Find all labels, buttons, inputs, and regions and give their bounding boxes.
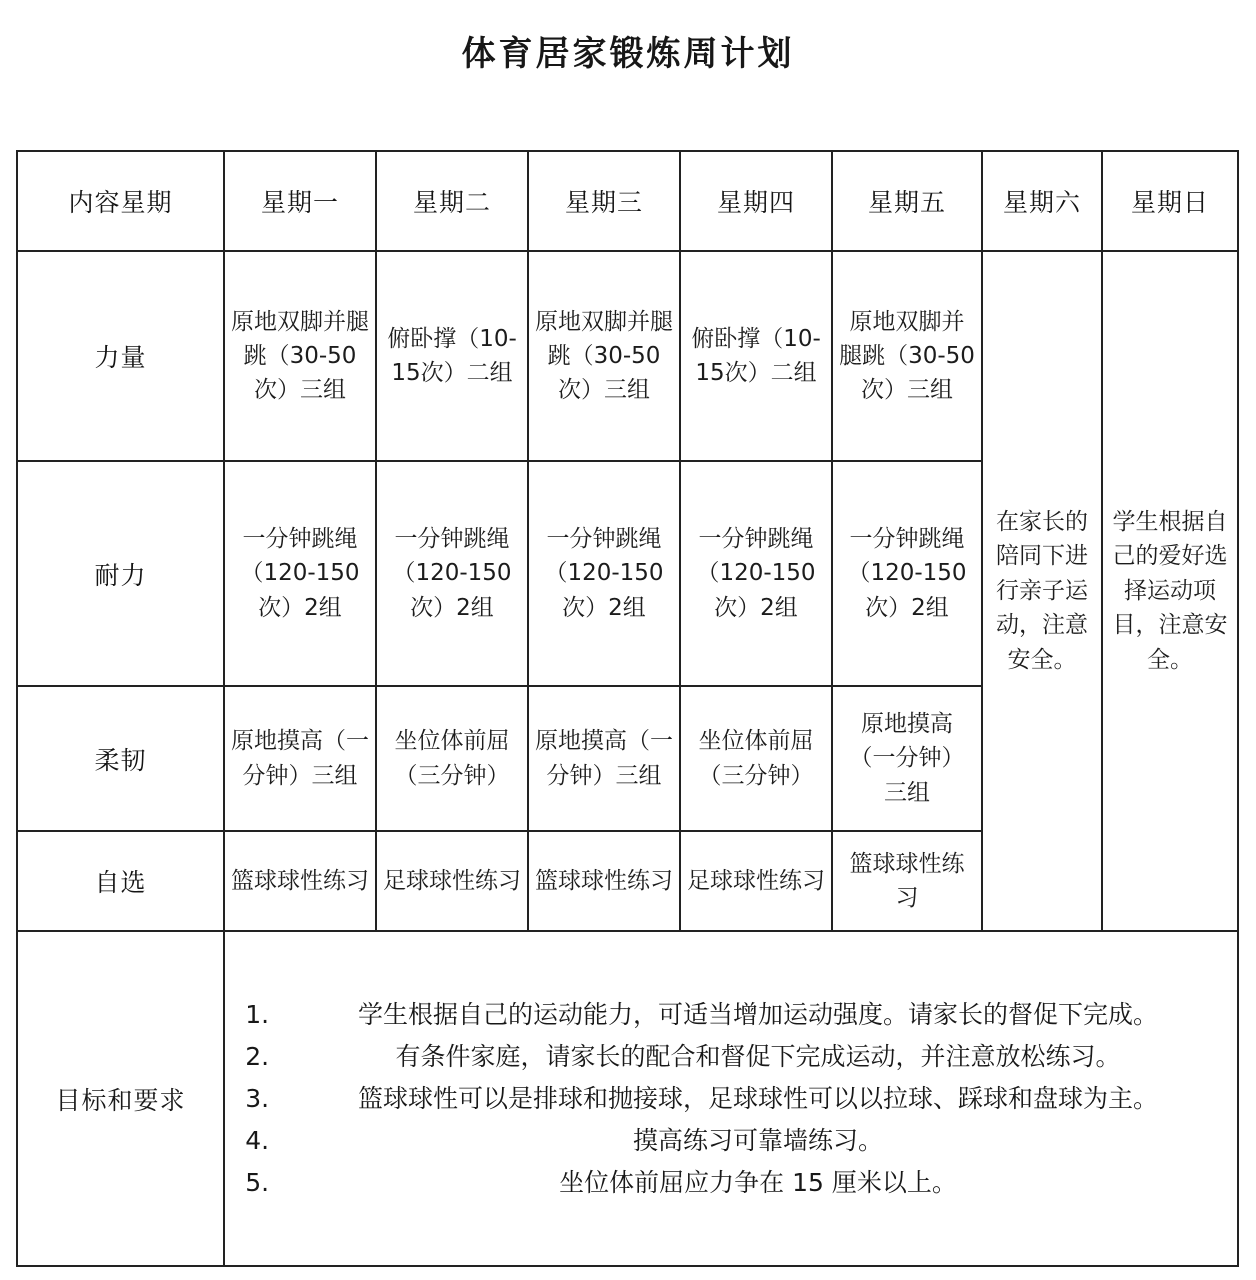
row-label-optional: 自选 bbox=[17, 831, 224, 931]
cell-strength-wednesday: 原地双脚并腿跳（30-50次）三组 bbox=[528, 251, 680, 461]
row-label-strength: 力量 bbox=[17, 251, 224, 461]
cell-flexibility-thursday: 坐位体前屈（三分钟） bbox=[680, 686, 832, 831]
cell-flexibility-friday: 原地摸高（一分钟）三组 bbox=[832, 686, 982, 831]
cell-flexibility-monday: 原地摸高（一分钟）三组 bbox=[224, 686, 376, 831]
column-header-wednesday: 星期三 bbox=[528, 151, 680, 251]
cell-flexibility-tuesday: 坐位体前屈（三分钟） bbox=[376, 686, 528, 831]
cell-strength-tuesday: 俯卧撑（10-15次）二组 bbox=[376, 251, 528, 461]
cell-optional-thursday: 足球球性练习 bbox=[680, 831, 832, 931]
table-row-goals bbox=[17, 931, 1238, 1266]
cell-endurance-friday: 一分钟跳绳（120-150次）2组 bbox=[832, 461, 982, 686]
cell-strength-friday: 原地双脚并腿跳（30-50次）三组 bbox=[832, 251, 982, 461]
cell-sunday-note: 学生根据自己的爱好选择运动项目，注意安全。 bbox=[1102, 251, 1238, 931]
table-body bbox=[17, 251, 1238, 1266]
list-item: 4. 摸高练习可靠墙练习。 bbox=[277, 1120, 1231, 1162]
cell-endurance-thursday: 一分钟跳绳（120-150次）2组 bbox=[680, 461, 832, 686]
cell-strength-thursday: 俯卧撑（10-15次）二组 bbox=[680, 251, 832, 461]
cell-endurance-monday: 一分钟跳绳（120-150次）2组 bbox=[224, 461, 376, 686]
cell-optional-wednesday: 篮球球性练习 bbox=[528, 831, 680, 931]
column-header-monday: 星期一 bbox=[224, 151, 376, 251]
column-header-friday: 星期五 bbox=[832, 151, 982, 251]
column-header-saturday: 星期六 bbox=[982, 151, 1102, 251]
list-item: 1. 学生根据自己的运动能力，可适当增加运动强度。请家长的督促下完成。 bbox=[277, 994, 1231, 1036]
cell-strength-monday: 原地双脚并腿跳（30-50次）三组 bbox=[224, 251, 376, 461]
weekly-plan-table-container bbox=[16, 150, 1233, 1267]
row-label-flexibility: 柔韧 bbox=[17, 686, 224, 831]
column-header-sunday: 星期日 bbox=[1102, 151, 1238, 251]
list-item: 2. 有条件家庭，请家长的配合和督促下完成运动，并注意放松练习。 bbox=[277, 1036, 1231, 1078]
cell-endurance-wednesday: 一分钟跳绳（120-150次）2组 bbox=[528, 461, 680, 686]
cell-optional-tuesday: 足球球性练习 bbox=[376, 831, 528, 931]
row-label-goals: 目标和要求 bbox=[17, 931, 224, 1266]
table-row-strength bbox=[17, 251, 1238, 461]
list-item: 3. 篮球球性可以是排球和抛接球，足球球性可以以拉球、踩球和盘球为主。 bbox=[277, 1078, 1231, 1120]
goals-requirements-cell bbox=[224, 931, 1238, 1266]
table-header-row bbox=[17, 151, 1238, 251]
cell-endurance-tuesday: 一分钟跳绳（120-150次）2组 bbox=[376, 461, 528, 686]
list-item: 5. 坐位体前屈应力争在 15 厘米以上。 bbox=[277, 1162, 1231, 1204]
page-title: 体育居家锻炼周计划 bbox=[461, 34, 795, 74]
table-header bbox=[17, 151, 1238, 251]
cell-optional-friday: 篮球球性练习 bbox=[832, 831, 982, 931]
column-header-content-week: 内容星期 bbox=[17, 151, 224, 251]
goals-list bbox=[231, 994, 1231, 1204]
row-label-endurance: 耐力 bbox=[17, 461, 224, 686]
column-header-tuesday: 星期二 bbox=[376, 151, 528, 251]
cell-flexibility-wednesday: 原地摸高（一分钟）三组 bbox=[528, 686, 680, 831]
column-header-thursday: 星期四 bbox=[680, 151, 832, 251]
cell-optional-monday: 篮球球性练习 bbox=[224, 831, 376, 931]
cell-saturday-note: 在家长的陪同下进行亲子运动，注意安全。 bbox=[982, 251, 1102, 931]
weekly-plan-table bbox=[16, 150, 1239, 1267]
